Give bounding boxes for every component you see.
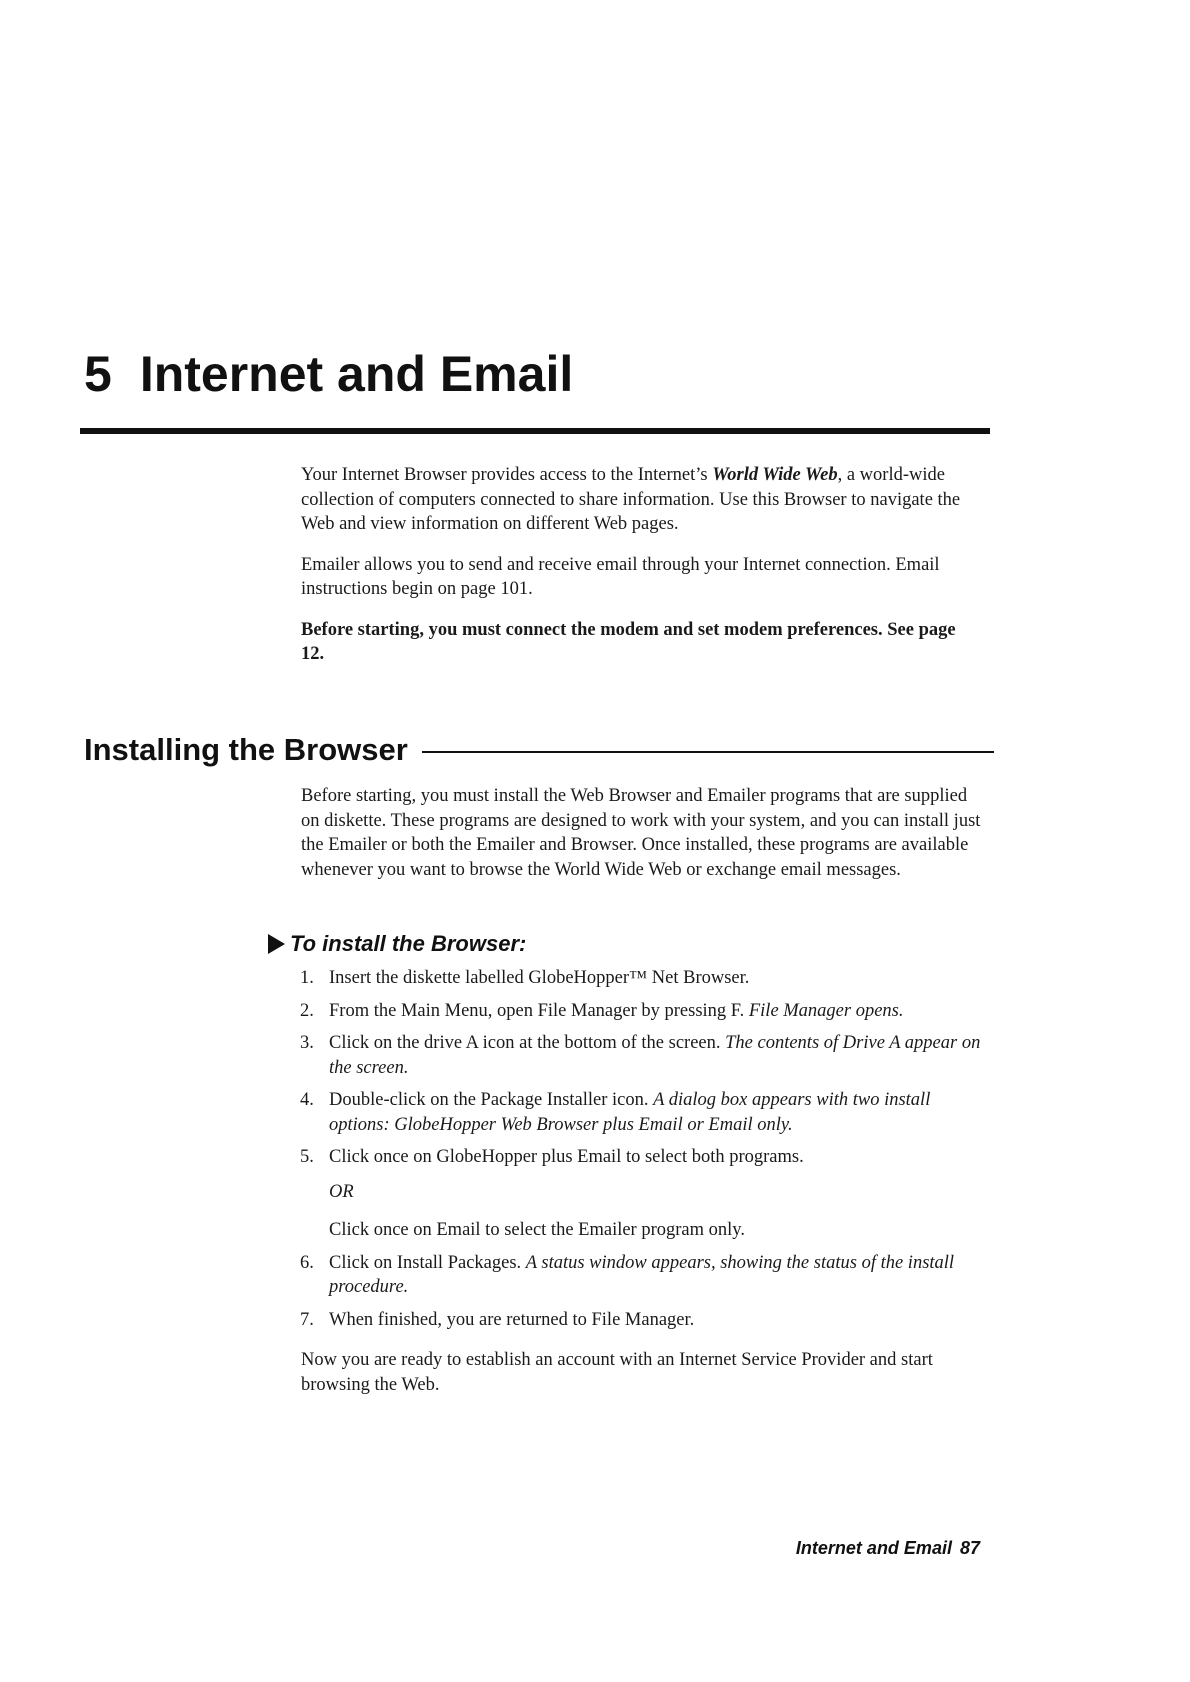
step-content xyxy=(329,1145,990,1243)
procedure-title: To install the Browser: xyxy=(290,931,527,956)
step-item xyxy=(300,966,990,991)
world-wide-web-term: World Wide Web xyxy=(712,465,838,485)
step-number: 2. xyxy=(300,1000,314,1021)
step-text: Click on the drive A icon at the bottom of the screen. xyxy=(329,1033,726,1053)
chapter-heading xyxy=(84,345,573,403)
section-title: Installing the Browser xyxy=(84,732,408,767)
page-number: 87 xyxy=(959,1538,980,1558)
chapter-intro xyxy=(301,463,981,683)
chapter-title: Internet and Email xyxy=(139,346,574,402)
install-steps xyxy=(300,966,990,1340)
step-text: From the Main Menu, open File Manager by pressing F. xyxy=(329,1000,749,1021)
intro-paragraph-emailer: Emailer allows you to send and receive email through your Internet connection. Email instructions begin on page 101. xyxy=(301,554,940,599)
step-text: Click on Install Packages. xyxy=(329,1252,526,1273)
step-content xyxy=(329,1088,990,1137)
step-number: 6. xyxy=(300,1252,314,1273)
intro-paragraph-prerequisite: Before starting, you must connect the modem and set modem preferences. See page 12. xyxy=(301,619,956,664)
step-item xyxy=(300,1088,990,1137)
step-result: File Manager opens. xyxy=(748,1000,904,1021)
intro-paragraph-browser xyxy=(301,463,981,537)
step-item xyxy=(300,1145,990,1243)
step-number: 4. xyxy=(300,1090,314,1110)
step-content xyxy=(329,966,990,991)
step-number: 3. xyxy=(300,1033,314,1053)
section-heading xyxy=(84,732,994,768)
closing-paragraph: Now you are ready to establish an account with an Internet Service Provider and start browsing the Web. xyxy=(301,1350,933,1395)
step-content xyxy=(329,999,990,1024)
step-result: The contents of Drive A appear on the screen. xyxy=(329,1033,981,1078)
step-item xyxy=(300,999,990,1024)
step-text: Click once on GlobeHopper plus Email to select both programs. xyxy=(329,1147,804,1167)
page-footer xyxy=(770,1538,980,1559)
intro-text: , a world-wide collection of computers connected to share information. Use this Browser to navigate the Web and view information on different Web pages. xyxy=(301,465,961,534)
step-result: A dialog box appears with two install options: GlobeHopper Web Browser plus Email or Email only. xyxy=(329,1090,931,1135)
step-number: 5. xyxy=(300,1147,314,1167)
step-number: 7. xyxy=(300,1309,314,1330)
triangle-bullet-icon xyxy=(268,934,285,954)
step-item xyxy=(300,1308,990,1333)
chapter-number: 5 xyxy=(84,346,112,402)
procedure-heading xyxy=(268,931,526,957)
section-rule xyxy=(422,751,994,753)
step-content xyxy=(329,1308,990,1333)
step-item xyxy=(300,1251,990,1300)
step-text: Double-click on the Package Installer icon. xyxy=(329,1090,654,1110)
step-content xyxy=(329,1251,990,1300)
intro-text: Your Internet Browser provides access to the Internet’s xyxy=(301,465,713,485)
step-text: When finished, you are returned to File Manager. xyxy=(329,1309,695,1330)
step-result: A status window appears, showing the status of the install procedure. xyxy=(329,1252,955,1297)
step-content xyxy=(329,1031,990,1080)
footer-label: Internet and Email xyxy=(795,1538,952,1558)
step-number: 1. xyxy=(300,968,314,988)
step-item xyxy=(300,1031,990,1080)
chapter-rule xyxy=(80,428,990,434)
step-text: Insert the diskette labelled GlobeHopper™ Net Browser. xyxy=(329,968,750,988)
step-or: OR xyxy=(329,1181,354,1202)
step-alternative: Click once on Email to select the Emailer program only. xyxy=(329,1220,745,1240)
section-intro: Before starting, you must install the Web Browser and Emailer programs that are supplied on diskette. These programs are designed to work with your system, and you can install just the Emailer or both the Emailer and Browser. Once installed, these programs are available whenever you want to browse the World Wide Web or exchange email messages. xyxy=(301,786,981,880)
